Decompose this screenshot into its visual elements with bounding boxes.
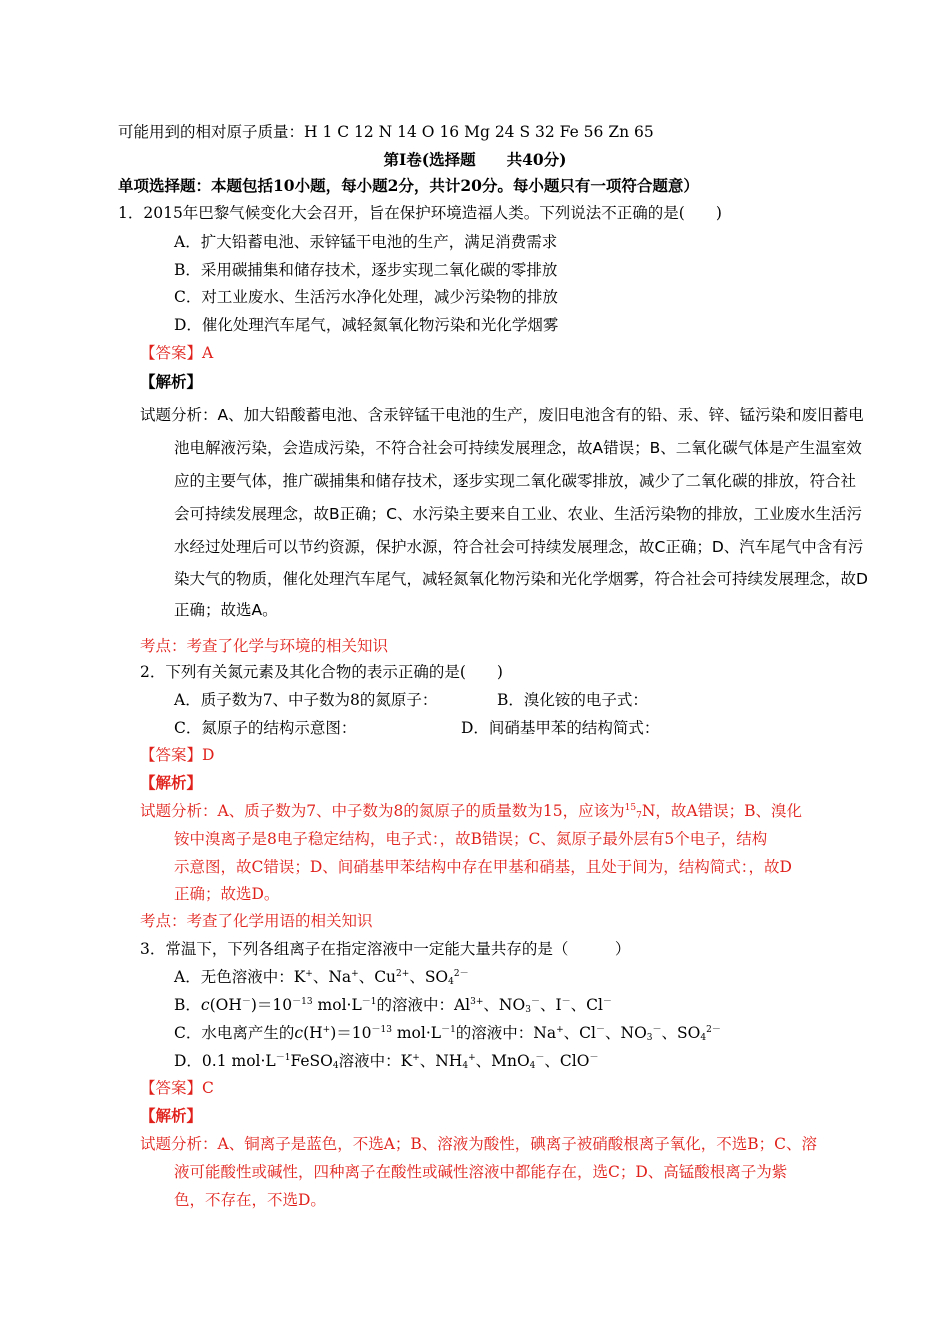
answer-tag: 【答案】 <box>140 1079 203 1097</box>
q2-answer-line <box>140 745 214 765</box>
q3-analysis-line: 试题分析：A、铜离子是蓝色，不选A；B、溶液为酸性，碘离子被硝酸根离子氧化，不选B；C、溶 <box>140 1135 818 1153</box>
nuclide-mass: 15 <box>624 803 637 813</box>
q1-analysis-line: 应的主要气体，推广碳捕集和储存技术，逐步实现二氧化碳零排放，减少了二氧化碳的排放，符合社 <box>174 472 857 490</box>
q2-kaodian: 考点：考查了化学用语的相关知识 <box>140 912 373 930</box>
q3-option-b: B．$c(OH^-)=10^{-13}$ $mol\cdot L^{-1}$的溶液中：$Al^{3+}$、$NO_3^-$、I－、Cl－ <box>174 996 612 1015</box>
nuclide-notation <box>625 802 656 820</box>
q3-answer: C <box>202 1079 214 1097</box>
nuclide-symbol: N <box>641 802 656 820</box>
q2-stem: 2．下列有关氮元素及其化合物的表示正确的是( ) <box>140 663 503 681</box>
q3-analysis-tag: 【解析】 <box>140 1106 203 1125</box>
q2-analysis-line: 铵中溴离子是8电子稳定结构，电子式：，故B错误；C、氮原子最外层有5个电子，结构 <box>174 830 768 848</box>
q1-option-c: C．对工业废水、生活污水净化处理，减少污染物的排放 <box>174 288 558 306</box>
q1-option-d: D．催化处理汽车尾气，减轻氮氧化物污染和光化学烟雾 <box>174 316 559 334</box>
q1-answer-line <box>140 343 213 363</box>
q2-analysis-line: 正确；故选D。 <box>174 885 280 903</box>
q1-analysis-line: 池电解液污染，会造成污染，不符合社会可持续发展理念，故A错误；B、二氧化碳气体是产生温室效 <box>174 439 862 457</box>
q1-analysis-line: 试题分析：A、加大铅酸蓄电池、含汞锌锰干电池的生产，废旧电池含有的铅、汞、锌、锰污染和废旧蓄电 <box>140 406 864 424</box>
q2-answer: D <box>202 746 215 764</box>
q3-answer-line <box>140 1078 214 1098</box>
q1-analysis-line: 正确；故选A。 <box>174 601 278 619</box>
q1-option-b: B．采用碳捕集和储存技术，逐步实现二氧化碳的零排放 <box>174 261 558 279</box>
q2-option-d: D．间硝基甲苯的结构简式： <box>461 719 660 737</box>
q3-stem: 3．常温下，下列各组离子在指定溶液中一定能大量共存的是（ ） <box>140 940 631 958</box>
q1-stem: 1．2015年巴黎气候变化大会召开，旨在保护环境造福人类。下列说法不正确的是( ) <box>118 204 722 222</box>
q2-option-c: C．氮原子的结构示意图： <box>174 719 357 737</box>
q3-option-c: C．水电离产生的$c(H^+)=10^{-13}$ $mol\cdot L^{-1}$的溶液中：Na+、Cl－、$NO_3^-$、$SO_4^{2-}$ <box>174 1024 721 1043</box>
q1-analysis-line: 会可持续发展理念，故B正确；C、水污染主要来自工业、农业、生活污染物的排放，工业废水生活污 <box>174 505 862 523</box>
q1-analysis-line: 水经过处理后可以节约资源，保护水源，符合社会可持续发展理念，故C正确；D、汽车尾气中含有污 <box>174 538 864 556</box>
q2-option-b: B．溴化铵的电子式： <box>497 691 648 709</box>
q2-analysis-text: 试题分析：A、质子数为7、中子数为8的氮原子的质量数为15，应该为 <box>140 802 625 820</box>
q2-analysis-tag: 【解析】 <box>140 773 203 792</box>
q3-analysis-line: 液可能酸性或碱性，四种离子在酸性或碱性溶液中都能存在，选C；D、高锰酸根离子为紫 <box>174 1163 788 1181</box>
q3-option-a: A．无色溶液中：K+、Na+、$Cu^{2+}$、$SO_4^{2-}$ <box>174 968 469 987</box>
q3-analysis-line: 色，不存在，不选D。 <box>174 1191 326 1209</box>
q1-kaodian: 考点：考查了化学与环境的相关知识 <box>140 637 389 655</box>
q1-answer: A <box>202 344 214 362</box>
nuclide-z: 7 <box>636 811 642 821</box>
q1-analysis-tag: 【解析】 <box>140 372 203 391</box>
section-instructions: 单项选择题：本题包括10小题，每小题2分，共计20分。每小题只有一项符合题意） <box>118 176 699 195</box>
q3-option-d: D．0.1 $mol\cdot L^{-1}FeSO_4$溶液中：K+、$NH_4^+$、MnO$_4$－、ClO－ <box>174 1052 599 1071</box>
q1-analysis-line: 染大气的物质，催化处理汽车尾气，减轻氮氧化物污染和光化学烟雾，符合社会可持续发展理念，故D <box>174 570 868 588</box>
q2-option-a: A．质子数为7、中子数为8的氮原子： <box>174 691 438 709</box>
section-title: 第Ⅰ卷(选择题 共40分) <box>383 150 567 169</box>
q2-analysis-line: 示意图，故C错误；D、间硝基甲苯结构中存在甲基和硝基，且处于间为，结构简式：，故D <box>174 858 792 876</box>
q2-analysis-line <box>140 801 802 821</box>
answer-tag: 【答案】 <box>140 344 203 362</box>
q1-option-a: A．扩大铅蓄电池、汞锌锰干电池的生产，满足消费需求 <box>174 233 558 251</box>
answer-tag: 【答案】 <box>140 746 203 764</box>
q2-analysis-text: ，故A错误；B、溴化 <box>655 802 802 820</box>
atomic-masses-line: 可能用到的相对原子质量：H 1 C 12 N 14 O 16 Mg 24 S 32 Fe 56 Zn 65 <box>118 123 654 141</box>
